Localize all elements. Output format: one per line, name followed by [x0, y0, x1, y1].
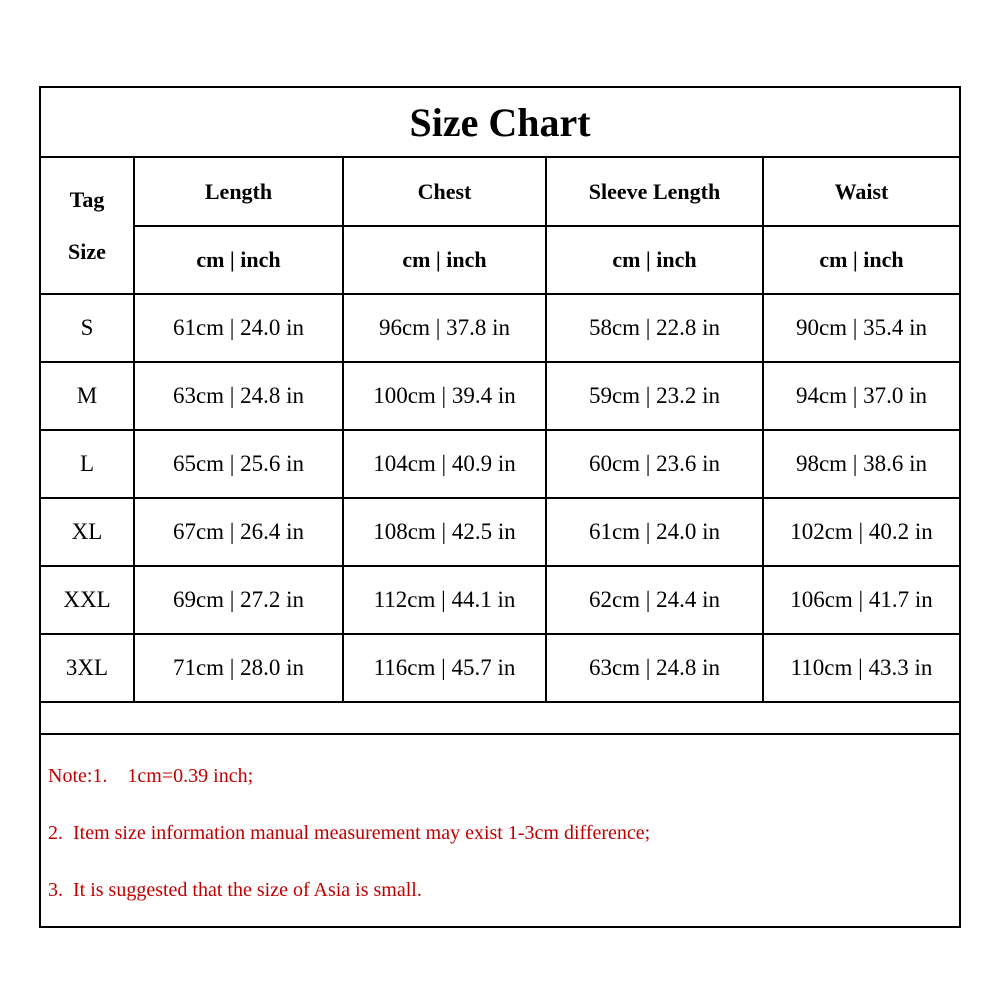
table-row [41, 362, 959, 430]
unit-row [41, 226, 959, 294]
size-cell: XXL [41, 566, 134, 634]
note-1: Note:1. 1cm=0.39 inch; [48, 765, 254, 787]
notes-section [41, 733, 959, 926]
column-header-sleeve-length: Sleeve Length [546, 158, 763, 226]
table-row [41, 566, 959, 634]
chest-cell: 96cm | 37.8 in [343, 294, 546, 362]
waist-cell: 106cm | 41.7 in [763, 566, 959, 634]
tag-size-label-line2: Size [68, 238, 106, 264]
size-cell: S [41, 294, 134, 362]
column-header-waist: Waist [763, 158, 959, 226]
chest-cell: 112cm | 44.1 in [343, 566, 546, 634]
tag-size-label-line1: Tag [69, 186, 105, 212]
column-header-length: Length [134, 158, 343, 226]
chest-cell: 104cm | 40.9 in [343, 430, 546, 498]
page-title: Size Chart [41, 88, 959, 158]
waist-cell: 110cm | 43.3 in [763, 634, 959, 702]
sleeve-cell: 59cm | 23.2 in [546, 362, 763, 430]
table-row [41, 498, 959, 566]
sleeve-cell: 60cm | 23.6 in [546, 430, 763, 498]
waist-cell: 102cm | 40.2 in [763, 498, 959, 566]
sleeve-cell: 61cm | 24.0 in [546, 498, 763, 566]
chest-cell: 108cm | 42.5 in [343, 498, 546, 566]
length-cell: 71cm | 28.0 in [134, 634, 343, 702]
waist-cell: 94cm | 37.0 in [763, 362, 959, 430]
waist-cell: 98cm | 38.6 in [763, 430, 959, 498]
sleeve-cell: 62cm | 24.4 in [546, 566, 763, 634]
header-row [41, 158, 959, 226]
note-2: 2. Item size information manual measurement may exist 1-3cm difference; [48, 822, 651, 844]
size-chart-frame [39, 86, 961, 928]
sleeve-cell: 58cm | 22.8 in [546, 294, 763, 362]
column-header-chest: Chest [343, 158, 546, 226]
unit-header-length: cm | inch [134, 226, 343, 294]
waist-cell: 90cm | 35.4 in [763, 294, 959, 362]
size-cell: M [41, 362, 134, 430]
sleeve-cell: 63cm | 24.8 in [546, 634, 763, 702]
table-row [41, 634, 959, 702]
table-row [41, 294, 959, 362]
unit-header-waist: cm | inch [763, 226, 959, 294]
length-cell: 69cm | 27.2 in [134, 566, 343, 634]
note-3: 3. It is suggested that the size of Asia is small. [48, 879, 422, 901]
size-cell: 3XL [41, 634, 134, 702]
length-cell: 67cm | 26.4 in [134, 498, 343, 566]
length-cell: 65cm | 25.6 in [134, 430, 343, 498]
size-table [41, 158, 959, 703]
length-cell: 63cm | 24.8 in [134, 362, 343, 430]
chest-cell: 100cm | 39.4 in [343, 362, 546, 430]
size-cell: L [41, 430, 134, 498]
chest-cell: 116cm | 45.7 in [343, 634, 546, 702]
size-cell: XL [41, 498, 134, 566]
length-cell: 61cm | 24.0 in [134, 294, 343, 362]
tag-size-header [41, 158, 134, 294]
table-row [41, 430, 959, 498]
unit-header-sleeve-length: cm | inch [546, 226, 763, 294]
unit-header-chest: cm | inch [343, 226, 546, 294]
